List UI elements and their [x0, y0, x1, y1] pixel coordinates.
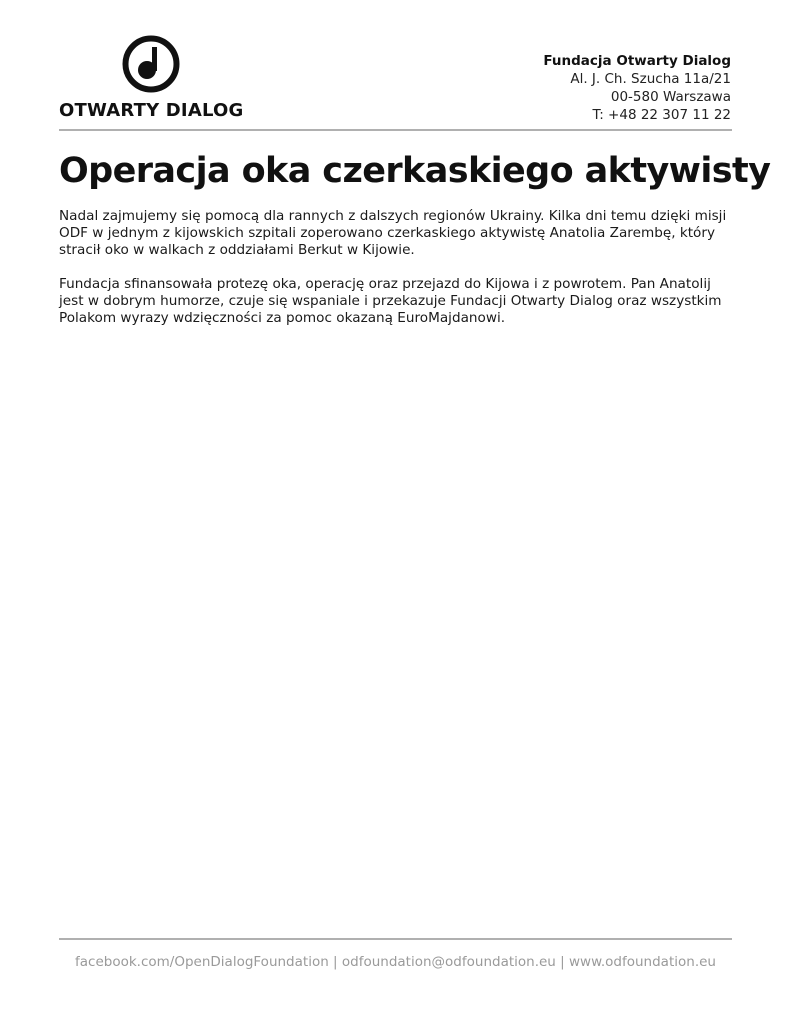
logo [59, 34, 249, 122]
address-city: 00-580 Warszawa [610, 89, 731, 105]
address-street: Al. J. Ch. Szucha 11a/21 [570, 71, 731, 87]
logo-text: OTWARTY DIALOG [59, 100, 244, 121]
header-divider [59, 129, 732, 131]
article-title: Operacja oka czerkaskiego aktywisty [59, 151, 771, 191]
footer-divider [59, 938, 732, 940]
address-block [543, 52, 731, 124]
organization-name: Fundacja Otwarty Dialog [543, 53, 731, 69]
footer-contact: facebook.com/OpenDialogFoundation | odfoundation@odfoundation.eu | www.odfoundation.eu [75, 954, 716, 970]
music-note-logo-icon [121, 34, 181, 94]
article-body [59, 208, 735, 344]
address-phone: T: +48 22 307 11 22 [592, 107, 731, 123]
article-paragraph: Nadal zajmujemy się pomocą dla rannych z dalszych regionów Ukrainy. Kilka dni temu dzięki misji ODF w jednym z kijowskich szpitali zoperowano czerkaskiego aktywistę Anatolia Zarembę, który stracił oko w walkach z oddziałami Berkut w Kijowie. [59, 208, 727, 258]
article-paragraph: Fundacja sfinansowała protezę oka, operację oraz przejazd do Kijowa i z powrotem. Pan Anatolij jest w dobrym humorze, czuje się wspaniale i przekazuje Fundacji Otwarty Dialog oraz wszystkim Polakom wyrazy wdzięczności za pomoc okazaną EuroMajdanowi. [59, 276, 722, 326]
